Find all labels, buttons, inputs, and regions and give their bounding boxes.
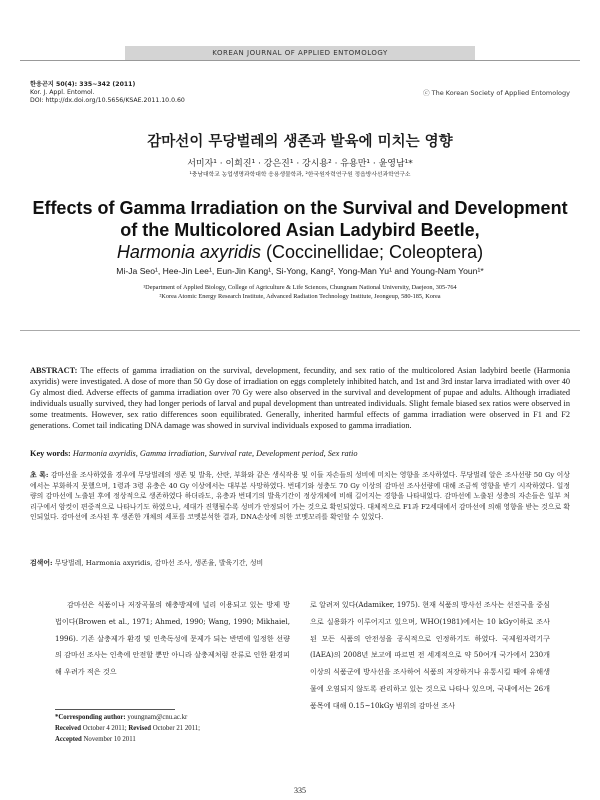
corresponding-email[interactable]: youngnam@cnu.ac.kr — [125, 714, 188, 721]
english-title-line1: Effects of Gamma Irradiation on the Survival and Development — [32, 198, 568, 218]
page-number: 335 — [294, 786, 306, 795]
english-authors: Mi-Ja Seo¹, Hee-Jin Lee¹, Eun-Jin Kang¹, Si-Yong, Kang², Yong-Man Yu¹ and Young-Nam Youn¹* — [116, 266, 484, 276]
accepted-date: November 10 2011 — [81, 736, 136, 743]
citation-en: Kor. J. Appl. Entomol. — [30, 89, 95, 96]
korean-keywords — [30, 558, 570, 569]
received-revised — [55, 723, 295, 734]
corresponding-author — [55, 712, 295, 723]
english-keywords — [30, 448, 570, 459]
korean-keywords-label: 검색어: — [30, 559, 53, 567]
revised-date: October 21 2011; — [151, 725, 201, 732]
footnote-rule — [55, 709, 175, 710]
citation-kr: 한응곤지 50(4): 335~342 (2011) — [30, 81, 136, 88]
section-divider — [20, 330, 580, 331]
accepted-label: Accepted — [55, 736, 82, 743]
keywords-text: Harmonia axyridis, Gamma irradiation, Survival rate, Development period, Sex ratio — [70, 449, 358, 458]
copyright-notice: ⓒ The Korean Society of Applied Entomology — [423, 89, 570, 97]
english-affiliation-1: ¹Department of Applied Biology, College of Agriculture & Life Sciences, Chungnam National University, Daejeon, 305-764 — [143, 284, 457, 291]
citation-block — [30, 81, 185, 105]
korean-affiliations: ¹충남대학교 농업생명과학대학 응용생물학과, ²한국원자력연구원 정읍방사선과학연구소 — [189, 172, 411, 178]
accepted-line — [55, 734, 295, 745]
korean-title: 감마선이 무당벌레의 생존과 발육에 미치는 영향 — [147, 134, 453, 150]
corresponding-label: *Corresponding author: — [55, 714, 126, 721]
english-abstract — [30, 365, 570, 431]
korean-abstract-text: 감마선을 조사하였을 경우에 무당벌레의 생존 및 발육, 산란, 부화와 같은 생식작용 및 이들 자손들의 성비에 미치는 영향을 조사하였다. 무당벌레 알은 조사선량 50 Gy 이상에서는 부화하지 못했으며, 1령과 3령 유충은 40 Gy 이상에서는 대부분 사망하였다. 번데기와 성충도 70 Gy 이상의 감마선 조사선량에 대해 조금씩 영향을 받기 시작하였다. 일정량의 감마선에 노출된 후에 정상적으로 생존하였다 하더라도, 유충과 번데기의 발육기간이 정상개체에 비해 길어지는 경향을 나타내었다. 감마선에 노출된 성충의 자손들은 일부 처리구에서 암컷이 편중적으로 나타나기도 하였으나, 세대가 진행될수록 성비가 안정되어 가는 것으로 확인되었다. 대체적으로 F1과 F2세대에서 감마선에 의해 영향을 받는 것으로 확인되었다. 감마선에 조사된 후 생존한 개체의 세포를 코멧분석한 결과, DNA손상에 의한 코멧꼬리를 확인할 수 있었다. — [30, 471, 571, 521]
korean-keywords-text: 무당벌레, Harmonia axyridis, 감마선 조사, 생존율, 발육기간, 성비 — [52, 559, 264, 567]
korean-abstract — [30, 470, 570, 523]
abstract-text: The effects of gamma irradiation on the survival, development, fecundity, and sex ratio of the multicolored Asian ladybird beetle (Harmonia axyridis) were investigated. A dose of more than 50 Gy dose of irradiation on eggs completely inhibited hatch, and 1st and 3rd instar larva irradiated with over 40 Gy almost died. Adverse effects of gamma irradiation over 70 Gy were also observed in the survival and development of pupae and adults. Although irradiated individuals usually survived, they had longer periods of larval and pupal development than untreated individuals. Slight female biased sex ratios were observed in some treatments. However, sex ratio differences soon equilibrated. Generally, inherited harmful effects of gamma irradiation were observed in F1 and F2 generations. Comet tail indicating DNA damage was showed in survival individuals exposed to gamma irradiation. — [30, 366, 570, 430]
korean-abstract-label: 초 록: — [30, 471, 49, 479]
species-family: (Coccinellidae; Coleoptera) — [260, 242, 484, 262]
footnote — [55, 712, 295, 745]
korean-authors: 서미자¹ · 이희진¹ · 강은진¹ · 강시용² · 유용만¹ · 윤영남¹* — [187, 159, 413, 169]
body-column-left: 감마선은 식품이나 저장곡물의 해충방제에 널리 이용되고 있는 방제 방법이다(Browen et al., 1971; Ahmed, 1990; Wang, 1990; Mikhaiel, 1996). 기존 살충제가 환경 및 인축독성에 문제가 되는 반면에 일정한 선량의 감마선 조사는 인축에 안전할 뿐만 아니라 살충제처럼 잔류로 인한 환경피해 우려가 적은 것으 — [55, 600, 290, 677]
keywords-label: Key words: — [30, 449, 71, 458]
english-affiliation-2: ²Korea Atomic Energy Research Institute, Advanced Radiation Technology Institute, Jeongeup, 580-185, Korea — [159, 293, 441, 300]
header-rule — [20, 60, 580, 61]
received-label: Received — [55, 725, 82, 732]
body-column-right: 로 알려져 있다(Adamiker, 1975). 현재 식품의 방사선 조사는 선진국을 중심으로 실용화가 이루어지고 있으며, WHO(1981)에서는 10 kGy이하로 조사된 모든 식품의 안전성을 공식적으로 인정하기도 하였다. 국제원자력기구(IAEA)의 2008년 보고에 따르면 전 세계적으로 약 50여개 국가에서 230개 이상의 식품군에 방사선을 조사하여 식품의 저장하거나 유통시킬 때에 유해생물에 오염되지 않도록 관리하고 있는 것으로 나타나 있으며, 국내에서는 26개 품목에 대해 0.15~10kGy 범위의 감마선 조사 — [310, 600, 550, 710]
doi-link[interactable]: DOI: http://dx.doi.org/10.5656/KSAE.2011.10.0.60 — [30, 97, 185, 104]
received-date: October 4 2011; — [81, 725, 129, 732]
english-title-line3 — [0, 242, 600, 263]
species-name: Harmonia axyridis — [116, 242, 261, 262]
english-title-line2: of the Multicolored Asian Ladybird Beetle, — [120, 220, 480, 240]
journal-band: KOREAN JOURNAL OF APPLIED ENTOMOLOGY — [125, 46, 475, 60]
revised-label: Revised — [128, 725, 152, 732]
abstract-label: ABSTRACT: — [30, 366, 78, 375]
